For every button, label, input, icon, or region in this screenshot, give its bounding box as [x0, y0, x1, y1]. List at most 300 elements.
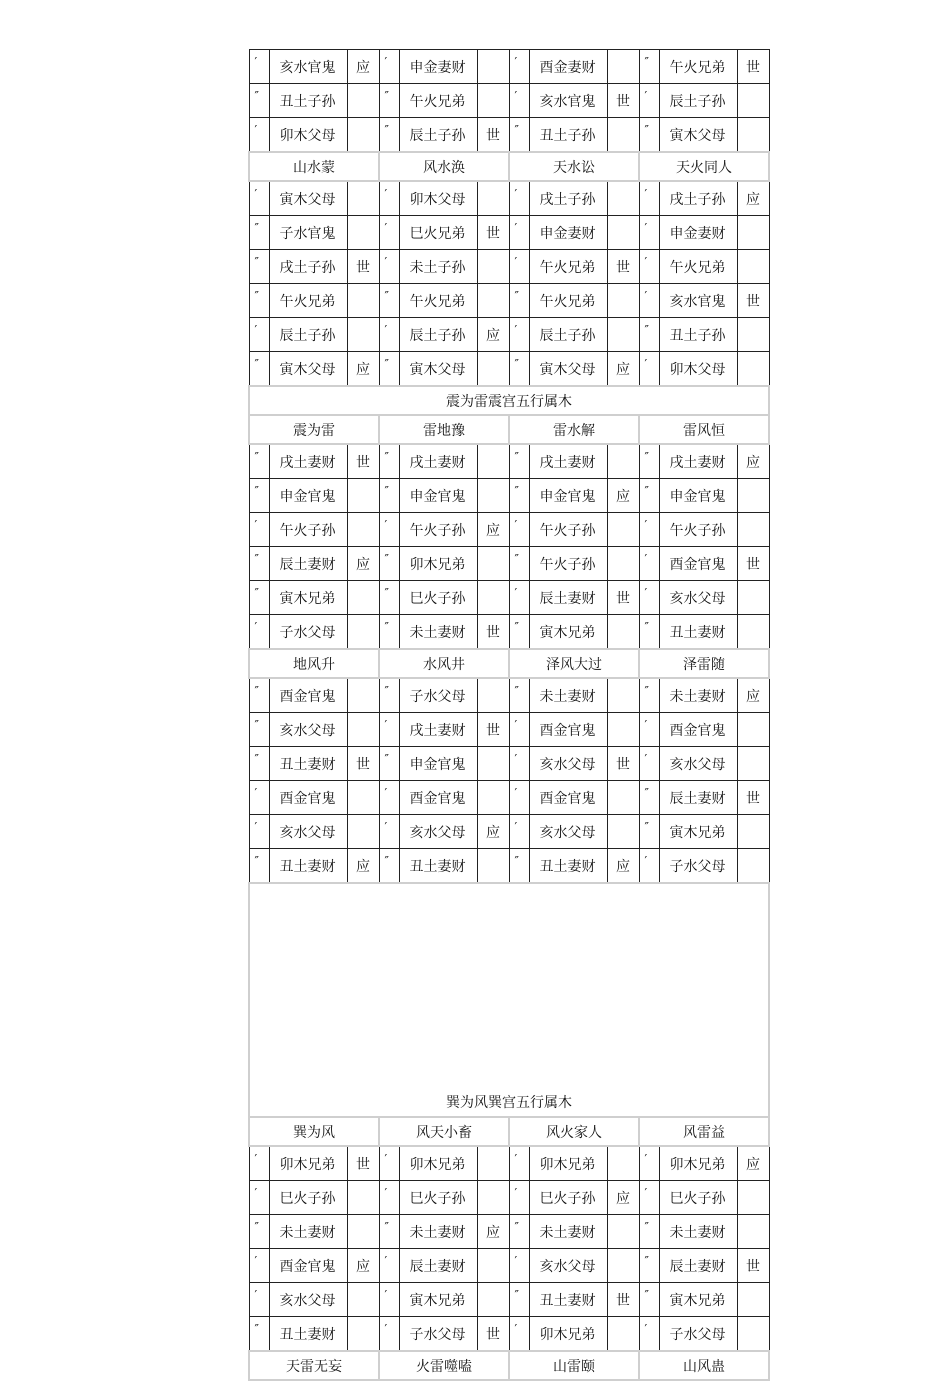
yao-name: 卯木兄弟 — [399, 1146, 477, 1181]
yao-mark: ′ — [509, 1146, 529, 1181]
yao-row — [249, 50, 769, 84]
yao-row — [249, 513, 769, 547]
yao-name: 亥水父母 — [529, 815, 607, 849]
yao-name: 酉金官鬼 — [269, 781, 347, 815]
shi-ying-mark: 应 — [737, 444, 769, 479]
shi-ying-mark: 世 — [737, 1249, 769, 1283]
shi-ying-mark — [737, 713, 769, 747]
yao-name: 戌土子孙 — [529, 181, 607, 216]
yao-name: 巳火子孙 — [269, 1181, 347, 1215]
yao-mark: ″ — [379, 1215, 399, 1249]
shi-ying-mark: 世 — [477, 1317, 509, 1352]
yao-row — [249, 284, 769, 318]
yao-mark: ″ — [379, 547, 399, 581]
yao-row — [249, 84, 769, 118]
shi-ying-mark: 应 — [477, 318, 509, 352]
yao-name: 丑土妻财 — [399, 849, 477, 884]
yao-mark: ″ — [249, 216, 269, 250]
shi-ying-mark — [737, 479, 769, 513]
yao-name: 丑土子孙 — [529, 118, 607, 153]
hexagram-name: 风天小畜 — [379, 1117, 509, 1146]
yao-mark: ′ — [379, 781, 399, 815]
yao-name: 子水父母 — [269, 615, 347, 650]
yao-row — [249, 615, 769, 650]
shi-ying-mark — [737, 84, 769, 118]
yao-mark: ′ — [379, 181, 399, 216]
yao-name: 午火子孙 — [399, 513, 477, 547]
shi-ying-mark — [737, 216, 769, 250]
yao-mark: ′ — [639, 1146, 659, 1181]
shi-ying-mark — [607, 781, 639, 815]
shi-ying-mark — [477, 678, 509, 713]
yao-mark: ″ — [379, 352, 399, 387]
yao-name: 卯木兄弟 — [529, 1146, 607, 1181]
yao-mark: ′ — [249, 181, 269, 216]
yao-mark: ′ — [639, 352, 659, 387]
yao-name: 辰土妻财 — [659, 781, 737, 815]
palace-title: 巽为风巽宫五行属木 — [249, 883, 769, 1117]
yao-mark: ″ — [379, 615, 399, 650]
yao-name: 未土妻财 — [399, 1215, 477, 1249]
yao-mark: ′ — [379, 1146, 399, 1181]
shi-ying-mark: 应 — [347, 352, 379, 387]
yao-name: 丑土妻财 — [269, 1317, 347, 1352]
shi-ying-mark — [347, 678, 379, 713]
palace-title-row — [249, 386, 769, 415]
shi-ying-mark — [607, 1317, 639, 1352]
yao-name: 戌土妻财 — [659, 444, 737, 479]
shi-ying-mark — [477, 50, 509, 84]
shi-ying-mark — [737, 615, 769, 650]
hexagram-name: 风雷益 — [639, 1117, 769, 1146]
shi-ying-mark — [347, 216, 379, 250]
yao-row — [249, 181, 769, 216]
shi-ying-mark — [607, 678, 639, 713]
shi-ying-mark: 世 — [607, 581, 639, 615]
yao-name: 寅木兄弟 — [269, 581, 347, 615]
yao-name: 寅木父母 — [659, 118, 737, 153]
yao-name: 巳火子孙 — [399, 581, 477, 615]
yao-mark: ″ — [249, 352, 269, 387]
yao-mark: ′ — [249, 1181, 269, 1215]
shi-ying-mark — [347, 479, 379, 513]
yao-row — [249, 444, 769, 479]
shi-ying-mark — [607, 50, 639, 84]
shi-ying-mark — [607, 1146, 639, 1181]
yao-name: 丑土子孙 — [269, 84, 347, 118]
yao-name: 丑土子孙 — [659, 318, 737, 352]
yao-name: 丑土妻财 — [269, 747, 347, 781]
yao-name: 申金官鬼 — [269, 479, 347, 513]
shi-ying-mark — [477, 444, 509, 479]
yao-mark: ′ — [509, 1317, 529, 1352]
yao-mark: ′ — [379, 713, 399, 747]
yao-mark: ′ — [379, 216, 399, 250]
yao-name: 戌土妻财 — [399, 444, 477, 479]
yao-mark: ″ — [379, 284, 399, 318]
yao-row — [249, 547, 769, 581]
yao-name: 午火子孙 — [529, 513, 607, 547]
yao-name: 酉金官鬼 — [399, 781, 477, 815]
shi-ying-mark: 应 — [347, 547, 379, 581]
shi-ying-mark — [347, 318, 379, 352]
yao-mark: ′ — [509, 1181, 529, 1215]
shi-ying-mark: 应 — [477, 1215, 509, 1249]
shi-ying-mark: 应 — [607, 479, 639, 513]
yao-name: 酉金官鬼 — [529, 713, 607, 747]
yao-name: 寅木父母 — [269, 352, 347, 387]
shi-ying-mark — [347, 1283, 379, 1317]
yao-name: 申金官鬼 — [399, 747, 477, 781]
yao-mark: ″ — [379, 678, 399, 713]
yao-name: 酉金官鬼 — [659, 547, 737, 581]
yao-name: 丑土妻财 — [529, 849, 607, 884]
yao-mark: ′ — [509, 713, 529, 747]
shi-ying-mark — [607, 1215, 639, 1249]
yao-mark: ′ — [509, 84, 529, 118]
yao-name: 午火兄弟 — [659, 50, 737, 84]
yao-name: 午火子孙 — [659, 513, 737, 547]
hexagram-name-row — [249, 415, 769, 444]
yao-mark: ″ — [249, 581, 269, 615]
yao-mark: ′ — [509, 250, 529, 284]
shi-ying-mark — [347, 1181, 379, 1215]
yao-mark: ″ — [509, 1283, 529, 1317]
yao-mark: ′ — [639, 284, 659, 318]
yao-name: 亥水父母 — [399, 815, 477, 849]
yao-name: 申金官鬼 — [529, 479, 607, 513]
yao-mark: ′ — [509, 216, 529, 250]
yao-mark: ′ — [509, 318, 529, 352]
yao-row — [249, 1249, 769, 1283]
shi-ying-mark — [347, 1215, 379, 1249]
yao-mark: ″ — [249, 84, 269, 118]
shi-ying-mark: 世 — [737, 781, 769, 815]
shi-ying-mark — [347, 581, 379, 615]
shi-ying-mark — [607, 318, 639, 352]
hexagram-name: 震为雷 — [249, 415, 379, 444]
shi-ying-mark: 世 — [607, 84, 639, 118]
yao-mark: ′ — [509, 781, 529, 815]
shi-ying-mark: 世 — [607, 747, 639, 781]
yao-name: 亥水父母 — [529, 747, 607, 781]
yao-mark: ′ — [379, 50, 399, 84]
yao-name: 辰土妻财 — [269, 547, 347, 581]
yao-row — [249, 216, 769, 250]
yao-name: 申金妻财 — [659, 216, 737, 250]
yao-mark: ′ — [639, 747, 659, 781]
hexagram-name-row — [249, 1117, 769, 1146]
shi-ying-mark: 应 — [477, 815, 509, 849]
yao-mark: ′ — [639, 1181, 659, 1215]
hexagram-name: 泽雷随 — [639, 649, 769, 678]
yao-row — [249, 815, 769, 849]
yao-mark: ″ — [249, 747, 269, 781]
yao-mark: ′ — [509, 50, 529, 84]
yao-mark: ′ — [249, 815, 269, 849]
shi-ying-mark — [607, 284, 639, 318]
shi-ying-mark — [477, 547, 509, 581]
yao-name: 卯木父母 — [399, 181, 477, 216]
shi-ying-mark: 世 — [477, 713, 509, 747]
shi-ying-mark: 应 — [737, 678, 769, 713]
yao-name: 辰土妻财 — [399, 1249, 477, 1283]
shi-ying-mark — [477, 352, 509, 387]
yao-name: 亥水父母 — [269, 713, 347, 747]
yao-mark: ′ — [379, 815, 399, 849]
hexagram-name-row — [249, 152, 769, 181]
yao-name: 申金妻财 — [399, 50, 477, 84]
hexagram-name: 雷地豫 — [379, 415, 509, 444]
yao-name: 亥水官鬼 — [529, 84, 607, 118]
yao-name: 子水父母 — [399, 1317, 477, 1352]
yao-name: 午火子孙 — [269, 513, 347, 547]
yao-name: 酉金官鬼 — [529, 781, 607, 815]
yao-name: 午火兄弟 — [529, 284, 607, 318]
yao-mark: ′ — [379, 1181, 399, 1215]
yao-mark: ′ — [639, 713, 659, 747]
shi-ying-mark — [347, 84, 379, 118]
yao-name: 辰土子孙 — [269, 318, 347, 352]
yao-mark: ′ — [249, 1249, 269, 1283]
shi-ying-mark — [607, 1249, 639, 1283]
yao-name: 亥水官鬼 — [269, 50, 347, 84]
yao-row — [249, 781, 769, 815]
shi-ying-mark — [737, 318, 769, 352]
shi-ying-mark — [737, 1317, 769, 1352]
shi-ying-mark — [737, 1181, 769, 1215]
yao-mark: ″ — [249, 444, 269, 479]
hexagram-name: 山水蒙 — [249, 152, 379, 181]
yao-mark: ′ — [509, 581, 529, 615]
yao-row — [249, 1215, 769, 1249]
yao-mark: ″ — [639, 678, 659, 713]
yao-name: 辰土子孙 — [659, 84, 737, 118]
yao-mark: ″ — [379, 479, 399, 513]
yao-name: 亥水父母 — [659, 581, 737, 615]
shi-ying-mark: 应 — [607, 352, 639, 387]
yao-name: 戌土妻财 — [269, 444, 347, 479]
yao-mark: ″ — [639, 615, 659, 650]
yao-name: 卯木兄弟 — [659, 1146, 737, 1181]
yao-name: 午火兄弟 — [399, 84, 477, 118]
yao-name: 未土妻财 — [399, 615, 477, 650]
yao-name: 午火兄弟 — [659, 250, 737, 284]
yao-mark: ′ — [639, 250, 659, 284]
yao-mark: ′ — [379, 1283, 399, 1317]
yao-name: 卯木兄弟 — [529, 1317, 607, 1352]
hexagram-name: 山风蛊 — [639, 1351, 769, 1380]
yao-mark: ′ — [509, 815, 529, 849]
yao-name: 亥水官鬼 — [659, 284, 737, 318]
yao-mark: ″ — [249, 479, 269, 513]
yao-name: 戌土子孙 — [659, 181, 737, 216]
shi-ying-mark — [607, 615, 639, 650]
shi-ying-mark: 世 — [607, 1283, 639, 1317]
yao-mark: ″ — [249, 1215, 269, 1249]
yao-row — [249, 118, 769, 153]
shi-ying-mark — [347, 118, 379, 153]
yao-name: 申金妻财 — [529, 216, 607, 250]
shi-ying-mark — [477, 781, 509, 815]
shi-ying-mark: 应 — [737, 1146, 769, 1181]
yao-name: 申金官鬼 — [399, 479, 477, 513]
yao-name: 寅木兄弟 — [529, 615, 607, 650]
shi-ying-mark — [607, 513, 639, 547]
yao-name: 未土妻财 — [529, 1215, 607, 1249]
hexagram-name: 火雷噬嗑 — [379, 1351, 509, 1380]
shi-ying-mark — [477, 1146, 509, 1181]
yao-name: 丑土妻财 — [269, 849, 347, 884]
shi-ying-mark — [607, 216, 639, 250]
yao-mark: ′ — [379, 513, 399, 547]
shi-ying-mark: 应 — [347, 50, 379, 84]
hexagram-name: 水风井 — [379, 649, 509, 678]
yao-name: 辰土子孙 — [399, 118, 477, 153]
shi-ying-mark — [347, 713, 379, 747]
shi-ying-mark — [737, 849, 769, 884]
yao-name: 卯木父母 — [269, 118, 347, 153]
yao-name: 寅木父母 — [269, 181, 347, 216]
yao-mark: ″ — [249, 250, 269, 284]
yao-name: 子水父母 — [399, 678, 477, 713]
yao-mark: ′ — [509, 1249, 529, 1283]
yao-mark: ″ — [639, 118, 659, 153]
yao-mark: ′ — [639, 849, 659, 884]
yao-row — [249, 352, 769, 387]
yao-name: 辰土子孙 — [399, 318, 477, 352]
yao-mark: ″ — [639, 815, 659, 849]
shi-ying-mark — [477, 250, 509, 284]
shi-ying-mark: 应 — [737, 181, 769, 216]
shi-ying-mark — [607, 118, 639, 153]
shi-ying-mark — [477, 747, 509, 781]
yao-mark: ″ — [249, 713, 269, 747]
hexagram-name: 泽风大过 — [509, 649, 639, 678]
hexagram-name: 雷水解 — [509, 415, 639, 444]
shi-ying-mark: 应 — [477, 513, 509, 547]
yao-mark: ′ — [639, 513, 659, 547]
yao-row — [249, 713, 769, 747]
yao-mark: ″ — [639, 318, 659, 352]
yao-name: 寅木兄弟 — [659, 1283, 737, 1317]
yao-mark: ″ — [639, 50, 659, 84]
yao-mark: ″ — [379, 849, 399, 884]
yao-mark: ″ — [509, 118, 529, 153]
yao-mark: ′ — [249, 50, 269, 84]
yao-row — [249, 1146, 769, 1181]
hexagram-name: 风火家人 — [509, 1117, 639, 1146]
yao-name: 辰土妻财 — [659, 1249, 737, 1283]
palace-title: 震为雷震宫五行属木 — [249, 386, 769, 415]
yao-row — [249, 479, 769, 513]
yao-name: 丑土妻财 — [659, 615, 737, 650]
yao-name: 未土妻财 — [269, 1215, 347, 1249]
shi-ying-mark — [607, 815, 639, 849]
yao-name: 酉金官鬼 — [269, 678, 347, 713]
shi-ying-mark: 世 — [737, 50, 769, 84]
yao-name: 巳火兄弟 — [399, 216, 477, 250]
shi-ying-mark: 世 — [477, 216, 509, 250]
shi-ying-mark — [737, 815, 769, 849]
yao-name: 戌土妻财 — [529, 444, 607, 479]
hexagram-name: 风水涣 — [379, 152, 509, 181]
yao-name: 酉金官鬼 — [269, 1249, 347, 1283]
yao-mark: ″ — [379, 747, 399, 781]
yao-name: 寅木兄弟 — [659, 815, 737, 849]
yao-mark: ″ — [249, 547, 269, 581]
shi-ying-mark — [477, 181, 509, 216]
shi-ying-mark: 世 — [737, 547, 769, 581]
yao-row — [249, 1181, 769, 1215]
shi-ying-mark: 世 — [347, 250, 379, 284]
yao-mark: ″ — [249, 678, 269, 713]
yao-mark: ″ — [249, 284, 269, 318]
shi-ying-mark: 世 — [347, 1146, 379, 1181]
shi-ying-mark — [737, 1215, 769, 1249]
yao-name: 卯木父母 — [659, 352, 737, 387]
shi-ying-mark — [347, 615, 379, 650]
yao-name: 午火子孙 — [529, 547, 607, 581]
shi-ying-mark: 世 — [607, 250, 639, 284]
yao-mark: ′ — [639, 547, 659, 581]
yao-mark: ′ — [639, 581, 659, 615]
yao-name: 未土妻财 — [529, 678, 607, 713]
yao-name: 巳火子孙 — [399, 1181, 477, 1215]
shi-ying-mark — [347, 1317, 379, 1352]
shi-ying-mark — [737, 352, 769, 387]
yao-mark: ″ — [509, 547, 529, 581]
yao-mark: ″ — [509, 352, 529, 387]
yao-name: 巳火子孙 — [529, 1181, 607, 1215]
yao-name: 午火兄弟 — [399, 284, 477, 318]
hexagram-name: 巽为风 — [249, 1117, 379, 1146]
shi-ying-mark — [607, 444, 639, 479]
yao-mark: ″ — [639, 1249, 659, 1283]
shi-ying-mark — [737, 513, 769, 547]
yao-mark: ″ — [639, 479, 659, 513]
shi-ying-mark: 世 — [477, 615, 509, 650]
yao-name: 戌土妻财 — [399, 713, 477, 747]
yao-mark: ′ — [249, 513, 269, 547]
shi-ying-mark — [607, 547, 639, 581]
yao-mark: ″ — [639, 781, 659, 815]
yao-name: 亥水父母 — [269, 1283, 347, 1317]
yao-mark: ″ — [639, 1215, 659, 1249]
yao-row — [249, 318, 769, 352]
yao-mark: ′ — [639, 181, 659, 216]
yao-name: 辰土妻财 — [529, 581, 607, 615]
shi-ying-mark — [477, 84, 509, 118]
shi-ying-mark — [347, 181, 379, 216]
shi-ying-mark: 世 — [347, 444, 379, 479]
hexagram-name-row — [249, 1351, 769, 1380]
shi-ying-mark — [737, 1283, 769, 1317]
yao-name: 子水官鬼 — [269, 216, 347, 250]
yao-name: 卯木兄弟 — [399, 547, 477, 581]
shi-ying-mark — [737, 118, 769, 153]
yao-name: 巳火子孙 — [659, 1181, 737, 1215]
shi-ying-mark: 世 — [477, 118, 509, 153]
yao-mark: ′ — [509, 513, 529, 547]
yao-mark: ″ — [639, 1283, 659, 1317]
hexagram-name: 天水讼 — [509, 152, 639, 181]
yao-row — [249, 747, 769, 781]
hexagram-name: 天雷无妄 — [249, 1351, 379, 1380]
yao-mark: ″ — [509, 1215, 529, 1249]
yao-name: 酉金妻财 — [529, 50, 607, 84]
yao-mark: ′ — [249, 318, 269, 352]
